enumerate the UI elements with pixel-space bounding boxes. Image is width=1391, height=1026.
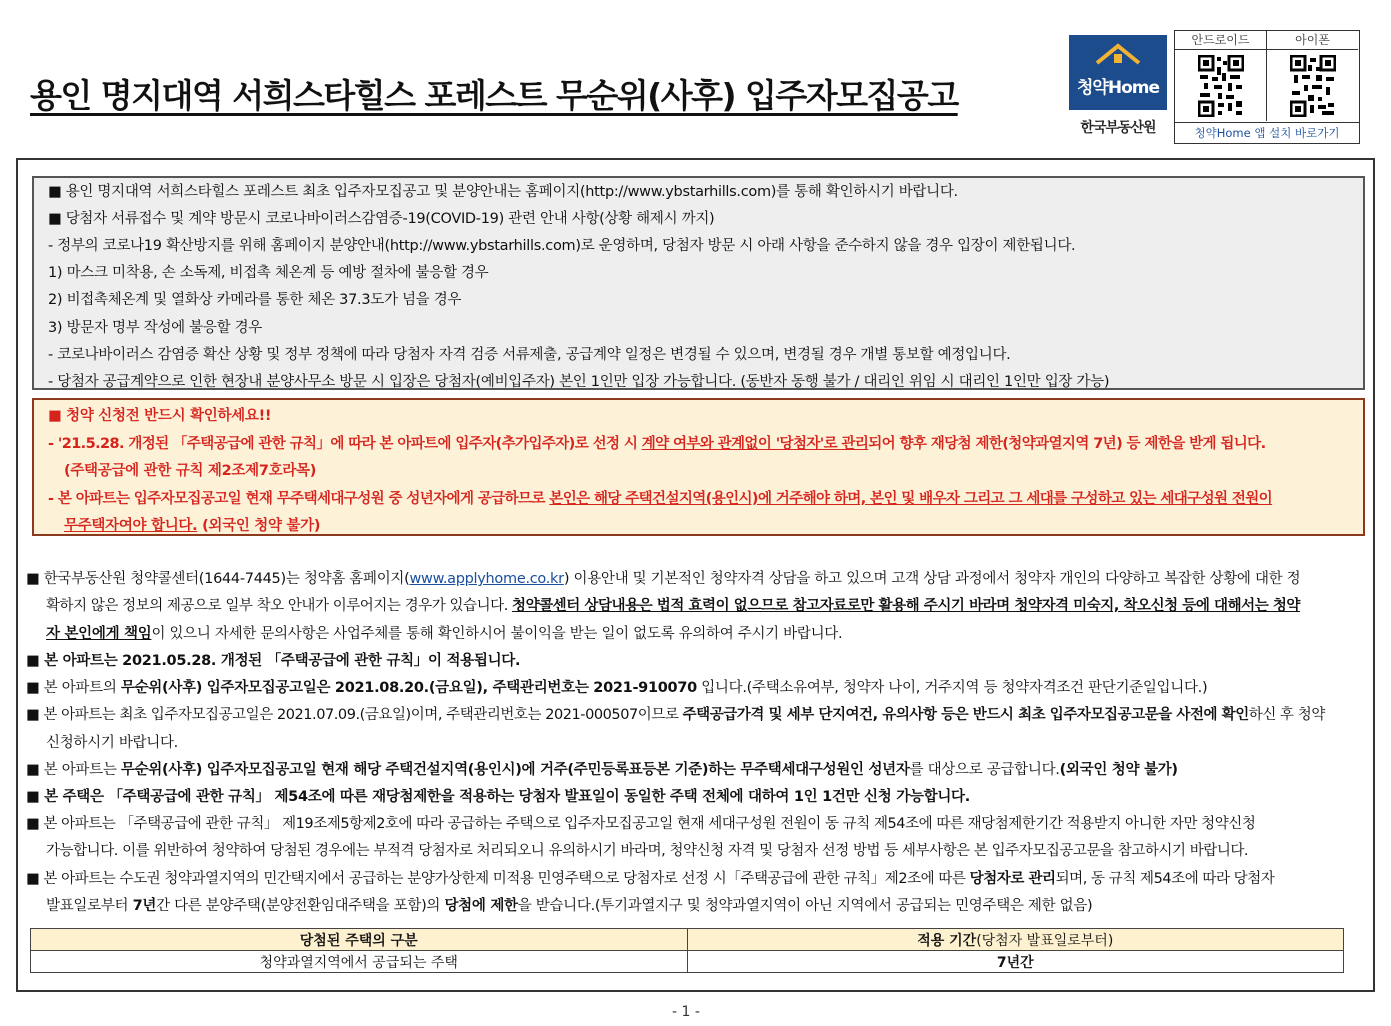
notice-rewin-restriction-1: ■ 본 아파트는 「주택공급에 관한 규칙」 제19조제5항제2호에 따라 공급하는 주택으로 입주자모집공고일 현재 세대구성원 전원이 동 규칙 제54조에 따른 재당첨제한기간 적용받지 아니한 자만 청약신청: [26, 816, 1256, 832]
table-header-period: [687, 929, 1344, 951]
notice-text: ) 이용안내 및 기본적인 청약자격 상담을 하고 있으며 고객 상담 과정에서 청약자 개인의 다양하고 복잡한 상황에 대한 정: [563, 571, 1301, 587]
table-cell-housing-type: 청약과열지역에서 공급되는 주택: [31, 951, 688, 973]
notice-text: 이 있으니 자세한 문의사항은 사업주체를 통해 확인하시어 불이익을 받는 일이 없도록 유의하여 주시기 바랍니다.: [151, 626, 843, 642]
iphone-qr-code-icon[interactable]: [1290, 55, 1336, 117]
warning-text: - '21.5.28. 개정된 「주택공급에 관한 규칙」에 따라 본 아파트에 입주자(추가입주자)로 선정 시: [48, 436, 642, 452]
warning-heading: ■ 청약 신청전 반드시 확인하세요!!: [48, 408, 272, 424]
notice-rewin-restriction-2: 가능합니다. 이를 위반하여 청약하여 당첨된 경우에는 부적격 당첨자로 처리되오니 유의하시기 바라며, 청약신청 자격 및 당첨자 선정 방법 등 세부사항은 본 입주자모집공고문을 참고하시기 바랍니다.: [46, 843, 1249, 859]
notice-callcenter-3: [46, 622, 842, 643]
restriction-period-table: [30, 928, 1344, 973]
notice-text: 간 다른 분양주택(분양전환임대주택을 포함)의: [156, 898, 445, 914]
notice-emphasis: 청약콜센터 상담내용은 법적 효력이 없으므로 참고자료로만 활용해 주시기 바라며 청약자격 미숙지, 착오신청 등에 대해서는 청약: [512, 598, 1300, 614]
qr-iphone[interactable]: [1267, 31, 1358, 121]
notice-emphasis: 당첨자로 관리: [969, 871, 1056, 887]
applyhome-link[interactable]: www.applyhome.co.kr: [409, 571, 564, 587]
table-header-housing-type: 당첨된 주택의 구분: [31, 929, 688, 951]
warning-para-1-ref: (주택공급에 관한 규칙 제2조제7호라목): [64, 463, 317, 479]
qr-iphone-label: 아이폰: [1267, 31, 1358, 50]
notice-text: ■ 한국부동산원 청약콜센터(1644-7445)는 청약홈 홈페이지(: [26, 571, 410, 587]
warning-underline: 계약 여부와 관계없이 '당첨자'로 관리: [641, 436, 869, 452]
notice-text: 확하지 않은 정보의 제공으로 일부 착오 안내가 이루어지는 경우가 있습니다.: [46, 598, 513, 614]
notice-text: 하신 후 청약: [1248, 707, 1325, 723]
table-cell-period: 7년간: [687, 951, 1344, 973]
qr-box: [1174, 30, 1360, 144]
covid-line-4: 1) 마스크 미착용, 손 소독제, 비접촉 체온계 등 예방 절차에 불응할 경우: [48, 265, 489, 281]
warning-para-1: [48, 432, 1265, 453]
app-install-link[interactable]: 청약Home 앱 설치 바로가기: [1175, 122, 1359, 143]
warning-underline: 무주택자여야 합니다.: [64, 518, 198, 534]
warning-underline: 본인은 해당 주택건설지역(용인시)에 거주해야 하며, 본인 및 배우자 그리고 그 세대를 구성하고 있는 세대구성원 전원이: [549, 491, 1273, 507]
notice-one-application: ■ 본 주택은 「주택공급에 관한 규칙」 제54조에 따른 재당첨제한을 적용하는 당첨자 발표일이 동일한 주택 전체에 대하여 1인 1건만 신청 가능합니다.: [26, 789, 970, 805]
notice-text: 을 받습니다.(투기과열지구 및 청약과열지역이 아닌 지역에서 공급되는 민영주택은 제한 없음): [517, 898, 1093, 914]
notice-text: ■ 본 아파트는 최초 입주자모집공고일은 2021.07.09.(금요일)이며, 주택관리번호는 2021-000507이므로: [26, 707, 683, 723]
notice-announcement-date: [26, 676, 1207, 697]
covid-line-8: - 당첨자 공급계약으로 인한 현장내 분양사무소 방문 시 입장은 당첨자(예비입주자) 본인 1인만 입장 가능합니다. (동반자 동행 불가 / 대리인 위임 시 대리인 1인만 입장 가능): [48, 374, 1110, 390]
warning-text: (외국인 청약 불가): [197, 518, 321, 534]
table-header-period-label: 적용 기간: [917, 932, 977, 949]
notice-emphasis: 주택공급가격 및 세부 단지여건, 유의사항 등은 반드시 최초 입주자모집공고문을 사전에 확인: [682, 707, 1249, 723]
notice-original-announcement-cont: 신청하시기 바랍니다.: [46, 735, 178, 751]
notice-callcenter-1: [26, 567, 1300, 588]
notice-emphasis: 당첨에 제한: [444, 898, 518, 914]
covid-line-1: ■ 용인 명지대역 서희스타힐스 포레스트 최초 입주자모집공고 및 분양안내는 홈페이지(http://www.ybstarhills.com)를 통해 확인하시기 바랍니다.: [48, 184, 958, 200]
notice-winner-management-1: [26, 867, 1274, 888]
house-roof-icon: [1095, 43, 1141, 65]
notice-emphasis: 자 본인에게 책임: [46, 626, 152, 642]
notice-text: 발표일로부터: [46, 898, 133, 914]
applyhome-logo: [1069, 35, 1167, 139]
notice-winner-management-2: [46, 894, 1092, 915]
notice-emphasis: 7년: [132, 898, 157, 914]
notice-text: 되며, 동 규칙 제54조에 따라 당첨자: [1055, 871, 1275, 887]
notice-emphasis: (외국인 청약 불가): [1059, 762, 1178, 778]
notice-original-announcement: [26, 703, 1325, 724]
warning-para-2: [48, 487, 1272, 508]
covid-line-3: - 정부의 코로나19 확산방지를 위해 홈페이지 분양안내(http://www.ybstarhills.com)로 운영하며, 당첨자 방문 시 아래 사항을 준수하지 않을 경우 입장이 제한됩니다.: [48, 238, 1076, 254]
covid-line-7: - 코로나바이러스 감염증 확산 상황 및 정부 정책에 따라 당첨자 자격 검증 서류제출, 공급계약 일정은 변경될 수 있으며, 변경될 경우 개별 통보할 예정입니다.: [48, 347, 1011, 363]
logo-org: 한국부동산원: [1080, 120, 1156, 136]
notice-text: ■ 본 아파트는: [26, 762, 121, 778]
notice-text: 를 대상으로 공급합니다.: [909, 762, 1060, 778]
notice-text: ■ 본 아파트의: [26, 680, 121, 696]
warning-para-2-cont: [64, 514, 320, 535]
notice-emphasis: 무순위(사후) 입주자모집공고일은 2021.08.20.(금요일), 주택관리번호는 2021-910070: [120, 680, 697, 696]
table-header-period-note: (당첨자 발표일로부터): [976, 932, 1114, 949]
warning-text: - 본 아파트는 입주자모집공고일 현재 무주택세대구성원 중 성년자에게 공급하므로: [48, 491, 550, 507]
table-row: [31, 951, 1344, 973]
covid-line-5: 2) 비접촉체온계 및 열화상 카메라를 통한 체온 37.3도가 넘을 경우: [48, 292, 462, 308]
logo-background: [1069, 35, 1167, 110]
covid-line-6: 3) 방문자 명부 작성에 불응할 경우: [48, 320, 263, 336]
covid-line-2: ■ 당첨자 서류접수 및 계약 방문시 코로나바이러스감염증-19(COVID-19) 관련 안내 사항(상황 해제시 까지): [48, 211, 715, 227]
qr-android-label: 안드로이드: [1175, 31, 1266, 50]
notice-text: 입니다.(주택소유여부, 청약자 나이, 거주지역 등 청약자격조건 판단기준일입니다.): [696, 680, 1208, 696]
android-qr-code-icon[interactable]: [1198, 55, 1244, 117]
notice-text: ■ 본 아파트는 수도권 청약과열지역의 민간택지에서 공급하는 분양가상한제 미적용 민영주택으로 당첨자로 선정 시「주택공급에 관한 규칙」제2조에 따른: [26, 871, 970, 887]
notice-callcenter-2: [46, 594, 1300, 615]
notice-emphasis: 무순위(사후) 입주자모집공고일 현재 해당 주택건설지역(용인시)에 거주(주민등록표등본 기준)하는 무주택세대구성원인 성년자: [120, 762, 910, 778]
page-title: 용인 명지대역 서희스타힐스 포레스트 무순위(사후) 입주자모집공고: [30, 76, 958, 115]
table-header-row: [31, 929, 1344, 951]
logo-brand: 청약Home: [1077, 78, 1159, 98]
notice-rule-applied: ■ 본 아파트는 2021.05.28. 개정된 「주택공급에 관한 규칙」이 적용됩니다.: [26, 653, 521, 669]
warning-text: 되어 향후 재당첨 제한(청약과열지역 7년) 등 제한을 받게 됩니다.: [868, 436, 1266, 452]
qr-android[interactable]: [1175, 31, 1267, 121]
page-number: - 1 -: [672, 1004, 700, 1020]
notice-eligibility: [26, 758, 1178, 779]
